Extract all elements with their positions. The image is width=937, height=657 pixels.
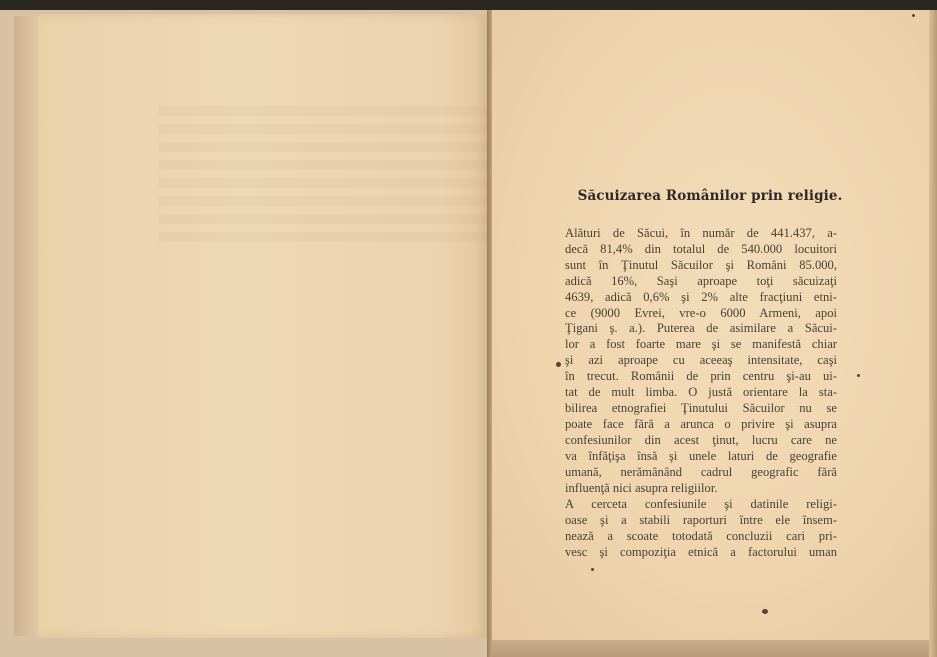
- text-line: umană, nerămânând cadrul geografic fără: [565, 464, 837, 479]
- text-line: în trecut. Românii de prin centru şi-au ui-: [565, 369, 837, 384]
- text-line: 4639, adică 0,6% şi 2% alte fracţiuni etni-: [565, 289, 837, 304]
- text-line: Ţigani ş. a.). Puterea de asimilare a Săcui-: [565, 321, 837, 336]
- text-line: nează a scoate totodată concluzii cari pri-: [565, 529, 837, 544]
- text-line: influenţă nici asupra religiilor.: [565, 480, 718, 495]
- chapter-heading: Săcuizarea Românilor prin religie.: [577, 188, 843, 204]
- left-page-blank: [38, 14, 488, 638]
- paper-speck: [912, 14, 915, 17]
- paper-speck: [762, 609, 768, 614]
- paper-speck: [591, 568, 594, 571]
- text-line: oase şi a stabili raporturi între ele însem-: [565, 513, 837, 528]
- paper-speck: [857, 374, 860, 377]
- text-line: sunt în Ţinutul Săcuilor şi Români 85.000,: [565, 257, 837, 272]
- text-line: vesc şi compoziţia etnică a factorului uman: [565, 545, 837, 560]
- text-line: va înfăţişa însă şi unele laturi de geografie: [565, 448, 837, 463]
- page-stack-bottom: [492, 640, 937, 657]
- show-through-text: [158, 106, 488, 246]
- text-line: decă 81,4% din totalul de 540.000 locuitori: [565, 241, 837, 256]
- text-line: ce (9000 Evrei, vre-o 6000 Armeni, apoi: [565, 305, 837, 320]
- right-page-edge: [929, 10, 937, 657]
- body-text: [565, 226, 837, 561]
- paragraph-2: [565, 497, 837, 561]
- text-line: tat de mult limba. O justă orientare la sta-: [565, 385, 837, 400]
- paper-speck: [556, 362, 561, 367]
- text-line: şi azi aproape cu aceeaş intensitate, caşi: [565, 353, 837, 368]
- text-line: Alături de Săcui, în număr de 441.437, a-: [565, 226, 837, 240]
- left-page-edge: [14, 16, 40, 636]
- text-line: confesiunilor din acest ţinut, lucru care ne: [565, 432, 837, 447]
- paragraph-1: [565, 226, 837, 496]
- text-line: poate face fără a arunca o privire şi asupra: [565, 416, 837, 431]
- text-line: adică 16%, Saşi aproape toţi săcuizaţi: [565, 273, 837, 288]
- text-line: bilirea etnografiei Ţinutului Săcuilor nu se: [565, 400, 837, 415]
- text-line: lor a fost foarte mare şi se manifestă chiar: [565, 337, 837, 352]
- text-line: A cerceta confesiunile şi datinile religi-: [565, 497, 837, 512]
